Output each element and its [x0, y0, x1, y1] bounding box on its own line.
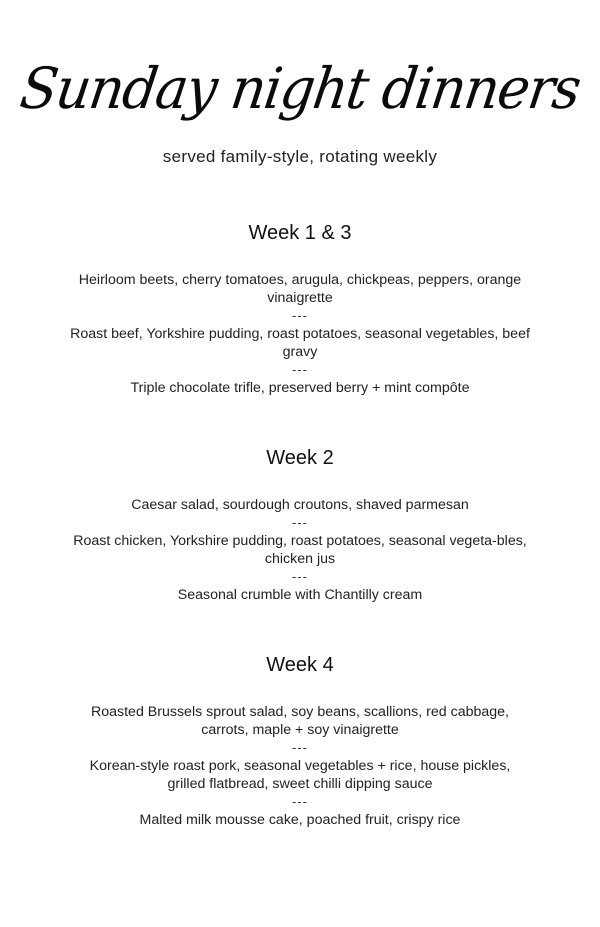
dish-separator: ---: [292, 740, 308, 755]
dish-separator: ---: [292, 308, 308, 323]
section-heading: Week 1 & 3: [248, 222, 352, 244]
dish-separator: ---: [292, 515, 308, 530]
dish-starter: Roasted Brussels sprout salad, soy beans, scallions, red cabbage, carrots, maple + soy vinaigrette: [91, 704, 509, 738]
section-heading: Week 4: [266, 654, 334, 676]
dish-separator: ---: [292, 794, 308, 809]
menu-section-week-1-3: [70, 222, 530, 397]
dish-main: Roast chicken, Yorkshire pudding, roast potatoes, seasonal vegeta-bles, chicken jus: [73, 533, 527, 567]
dish-separator: ---: [292, 569, 308, 584]
section-heading: Week 2: [266, 447, 334, 469]
dish-dessert: Malted milk mousse cake, poached fruit, crispy rice: [139, 812, 461, 828]
dish-dessert: Seasonal crumble with Chantilly cream: [177, 587, 423, 603]
menu-section-week-4: [70, 654, 530, 829]
menu-title: Sunday night dinners: [16, 55, 584, 122]
dish-starter: Heirloom beets, cherry tomatoes, arugula, chickpeas, peppers, orange vinaigrette: [78, 272, 522, 306]
menu-section-week-2: [70, 447, 530, 604]
menu-subtitle: served family-style, rotating weekly: [162, 147, 438, 166]
dish-starter: Caesar salad, sourdough croutons, shaved parmesan: [131, 497, 469, 513]
dish-main: Korean-style roast pork, seasonal vegetables + rice, house pickles, grilled flatbread, sweet chilli dipping sauce: [89, 758, 511, 792]
dish-dessert: Triple chocolate trifle, preserved berry + mint compôte: [130, 380, 470, 396]
dish-main: Roast beef, Yorkshire pudding, roast potatoes, seasonal vegetables, beef gravy: [70, 326, 530, 360]
dish-separator: ---: [292, 362, 308, 377]
